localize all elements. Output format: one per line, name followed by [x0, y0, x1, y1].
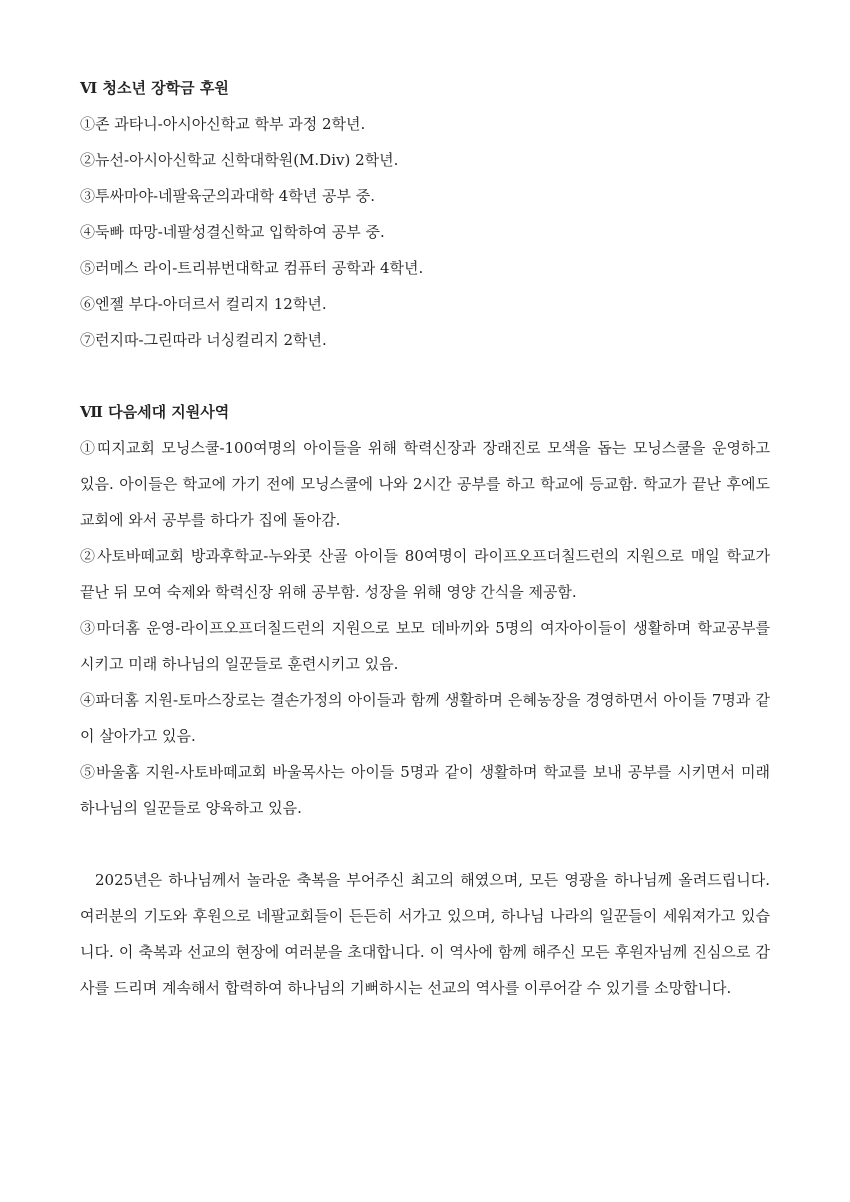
list-item: ⑤바울홈 지원-사토바떼교회 바울목사는 아이들 5명과 같이 생활하며 학교를 보내 공부를 시키면서 미래 하나님의 일꾼들로 양육하고 있음.	[80, 763, 770, 817]
list-item: ②사토바떼교회 방과후학교-누와콧 산골 아이들 80여명이 라이프오프더칠드런의 지원으로 매일 학교가 끝난 뒤 모여 숙제와 학력신장 위해 공부함. 성장을 위해 영양 간식을 제공함.	[80, 547, 770, 601]
list-item: ①띠지교회 모닝스쿨-100여명의 아이들을 위해 학력신장과 장래진로 모색을 돕는 모닝스쿨을 운영하고 있음. 아이들은 학교에 가기 전에 모닝스쿨에 나와 2시간 공부를 하고 학교에 등교함. 학교가 끝난 후에도 교회에 와서 공부를 하다가 집에 돌아감.	[80, 439, 770, 529]
section-heading-next-generation: Ⅶ 다음세대 지원사역	[80, 403, 230, 421]
list-item: ③마더홈 운영-라이프오프더칠드런의 지원으로 보모 데바끼와 5명의 여자아이들이 생활하며 학교공부를 시키고 미래 하나님의 일꾼들로 훈련시키고 있음.	[80, 619, 770, 673]
list-item: ⑦런지따-그린따라 너싱컬리지 2학년.	[80, 331, 327, 349]
section-spacer	[80, 358, 770, 394]
list-item: ①존 과타니-아시아신학교 학부 과정 2학년.	[80, 115, 366, 133]
document-page	[80, 70, 770, 1006]
list-item: ⑥엔젤 부다-아더르서 컬리지 12학년.	[80, 295, 327, 313]
list-item: ④둑빠 따망-네팔성결신학교 입학하여 공부 중.	[80, 223, 385, 241]
list-item: ④파더홈 지원-토마스장로는 결손가정의 아이들과 함께 생활하며 은혜농장을 경영하면서 아이들 7명과 같이 살아가고 있음.	[80, 691, 770, 745]
section-spacer	[80, 826, 770, 862]
closing-paragraph: 2025년은 하나님께서 놀라운 축복을 부어주신 최고의 해였으며, 모든 영광을 하나님께 올려드립니다. 여러분의 기도와 후원으로 네팔교회들이 든든히 서가고 있으며, 하나님 나라의 일꾼들이 세워져가고 있습니다. 이 축복과 선교의 현장에 여러분을 초대합니다. 이 역사에 함께 해주신 모든 후원자님께 진심으로 감사를 드리며 계속해서 합력하여 하나님의 기뻐하시는 선교의 역사를 이루어갈 수 있기를 소망합니다.	[80, 871, 770, 997]
list-item: ⑤러메스 라이-트리뷰번대학교 컴퓨터 공학과 4학년.	[80, 259, 424, 277]
next-generation-list	[80, 430, 770, 826]
section-heading-scholarship: Ⅵ 청소년 장학금 후원	[80, 79, 229, 97]
scholarship-list	[80, 106, 770, 358]
list-item: ③투싸마야-네팔육군의과대학 4학년 공부 중.	[80, 187, 376, 205]
list-item: ②뉴선-아시아신학교 신학대학원(M.Div) 2학년.	[80, 151, 399, 169]
